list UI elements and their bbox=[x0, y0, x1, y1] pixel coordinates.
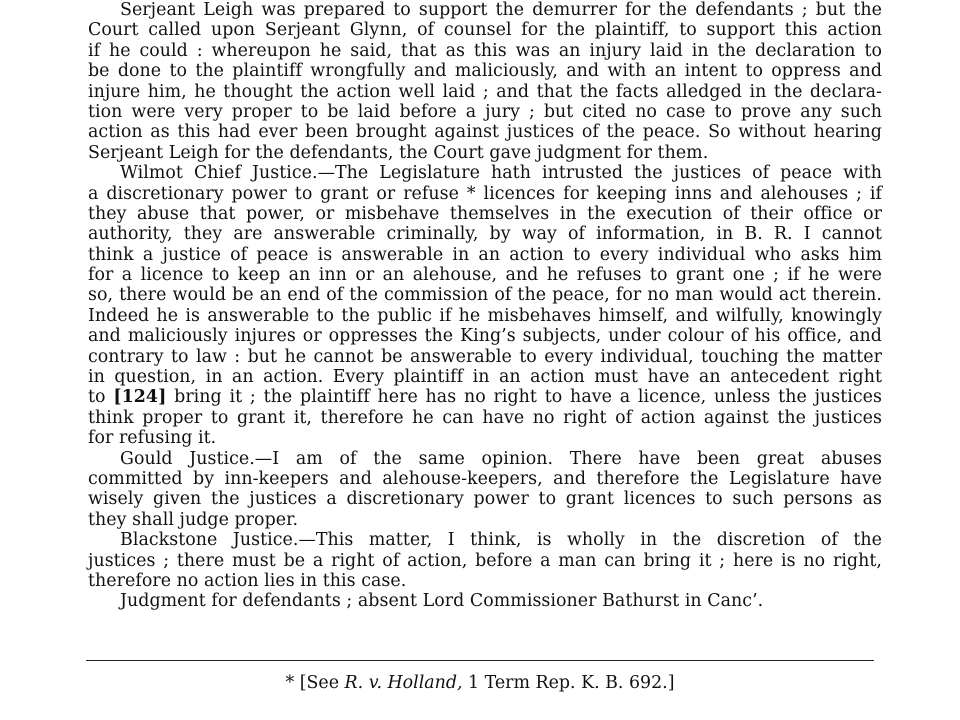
page-reference: [124] bbox=[113, 387, 167, 408]
paragraph-blackstone bbox=[88, 530, 882, 591]
text-line: Judgment for defendants ; absent Lord Commissioner Bathurst in Canc’. bbox=[120, 591, 764, 612]
text-line: think a justice of peace is answerable in an action to every individual who asks him bbox=[88, 244, 882, 265]
text-line: Indeed he is answerable to the public if he misbehaves himself, and wilfully, knowingly bbox=[88, 305, 882, 326]
text-line: for refusing it. bbox=[88, 428, 217, 449]
text-line: be done to the plaintiff wrongfully and maliciously, and with an intent to oppress and bbox=[88, 61, 882, 82]
text-line: a discretionary power to grant or refuse * licences for keeping inns and alehouses ; if bbox=[88, 183, 882, 204]
text-line: Gould Justice.—I am of the same opinion. There have been great abuses bbox=[120, 448, 882, 469]
text-line-with-page-ref bbox=[88, 387, 882, 407]
text-line: Court called upon Serjeant Glynn, of counsel for the plaintiff, to support this action bbox=[88, 20, 882, 41]
text-line: committed by inn-keepers and alehouse-keepers, and therefore the Legislature have bbox=[88, 468, 882, 489]
text-line: think proper to grant it, therefore he can have no right of action against the justices bbox=[88, 407, 882, 428]
paragraph-leigh bbox=[88, 0, 882, 163]
text-line: they shall judge proper. bbox=[88, 509, 299, 530]
text-line: if he could : whereupon he said, that as this was an injury laid in the declaration to bbox=[88, 40, 882, 61]
text-line: they abuse that power, or misbehave themselves in the execution of their office or bbox=[88, 203, 882, 224]
text-line: contrary to law : but he cannot be answerable to every individual, touching the matter bbox=[88, 346, 882, 367]
text-line: Serjeant Leigh for the defendants, the Court gave judgment for them. bbox=[88, 142, 709, 163]
line-prefix: to bbox=[88, 387, 106, 408]
text-line: Serjeant Leigh was prepared to support the demurrer for the defendants ; but the bbox=[120, 0, 882, 20]
text-line: therefore no action lies in this case. bbox=[88, 570, 407, 591]
footnote bbox=[0, 672, 960, 694]
text-line: action as this had ever been brought against justices of the peace. So without hearing bbox=[88, 122, 882, 143]
body-text bbox=[88, 0, 882, 612]
paragraph-judgment bbox=[88, 591, 882, 611]
text-line: authority, they are answerable criminally, by way of information, in B. R. I cannot bbox=[88, 224, 882, 245]
footnote-citation: 1 Term Rep. K. B. 692.] bbox=[468, 673, 675, 693]
footnote-prefix: * [See bbox=[285, 673, 340, 693]
paragraph-wilmot bbox=[88, 163, 882, 448]
footnote-divider bbox=[86, 660, 874, 661]
line-suffix: bring it ; the plaintiff here has no right to have a licence, unless the justices bbox=[174, 387, 883, 408]
paragraph-gould bbox=[88, 449, 882, 531]
text-line: Wilmot Chief Justice.—The Legislature hath intrusted the justices of peace with bbox=[120, 163, 882, 184]
footnote-case-name: R. v. Holland, bbox=[344, 673, 463, 693]
text-line: wisely given the justices a discretionary power to grant licences to such persons as bbox=[88, 489, 882, 510]
text-line: for a licence to keep an inn or an alehouse, and he refuses to grant one ; if he were bbox=[88, 265, 882, 286]
text-line: so, there would be an end of the commission of the peace, for no man would act therein. bbox=[88, 285, 882, 306]
text-line: tion were very proper to be laid before a jury ; but cited no case to prove any such bbox=[88, 101, 882, 122]
text-line: injure him, he thought the action well laid ; and that the facts alledged in the declara- bbox=[88, 81, 882, 102]
text-line: and maliciously injures or oppresses the King’s subjects, under colour of his office, and bbox=[88, 326, 882, 347]
text-line: Blackstone Justice.—This matter, I think, is wholly in the discretion of the bbox=[120, 530, 882, 551]
text-line: justices ; there must be a right of action, before a man can bring it ; here is no right, bbox=[88, 550, 882, 571]
text-line: in question, in an action. Every plaintiff in an action must have an antecedent right bbox=[88, 367, 882, 388]
